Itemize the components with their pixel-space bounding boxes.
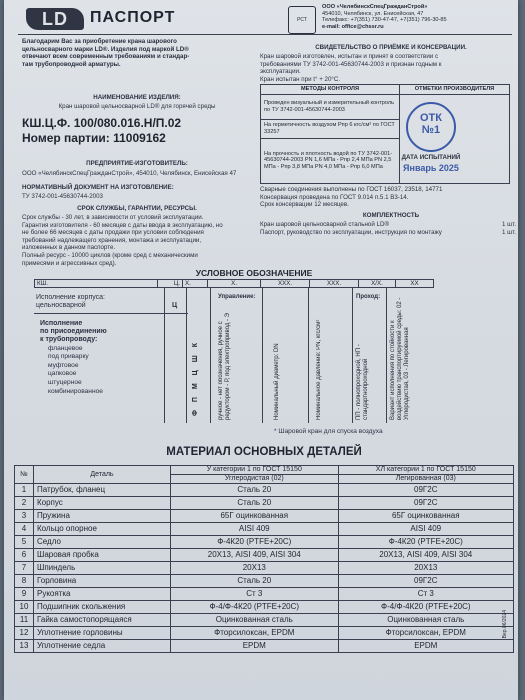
intro-line: там трубопроводной арматуры. bbox=[22, 60, 121, 68]
designation-col: Х. bbox=[208, 280, 261, 288]
row-number: 7 bbox=[15, 562, 34, 575]
row-number: 8 bbox=[15, 575, 34, 588]
col-u-header: У категории 1 по ГОСТ 15150 bbox=[171, 466, 339, 475]
company-name: ООО «ЧелябинскСпецГражданСтрой» bbox=[322, 4, 428, 10]
body-variant bbox=[36, 294, 186, 310]
conn-line: под приварку bbox=[48, 353, 89, 361]
connection-codes: Ф П М Ц Ш К bbox=[192, 340, 199, 416]
control-type-desc: ручное - нет обозначения, ручное с редуктором - Р, под электропривод - Э bbox=[218, 313, 231, 420]
air-release-note: * Шаровой кран для спуска воздуха bbox=[274, 428, 383, 435]
material-hl: 09Г2С bbox=[338, 484, 513, 497]
material-u: Сталь 20 bbox=[171, 497, 339, 510]
conn-line: цапковое bbox=[48, 370, 77, 378]
product-name: Кран шаровой цельносварной LD® для горячей среды bbox=[58, 103, 216, 110]
ld-logo: LD bbox=[26, 8, 84, 30]
kit-heading: КОМПЛЕКТНОСТЬ bbox=[362, 212, 420, 219]
service-line: примесями и агрессивных сред). bbox=[22, 259, 117, 267]
manufacturer-heading: ПРЕДПРИЯТИЕ-ИЗГОТОВИТЕЛЬ: bbox=[86, 160, 188, 167]
row-number: 1 bbox=[15, 484, 34, 497]
material-hl: 20Х13 bbox=[338, 562, 513, 575]
guide-line bbox=[186, 288, 187, 423]
table-row bbox=[15, 484, 514, 497]
row-number: 12 bbox=[15, 627, 34, 640]
row-number: 4 bbox=[15, 523, 34, 536]
material-hl: EPDM bbox=[338, 640, 513, 653]
conn-line: по присоединению bbox=[40, 328, 107, 336]
table-row bbox=[15, 614, 514, 627]
acceptance-line: эксплуатации. bbox=[260, 68, 301, 76]
guide-line bbox=[352, 288, 353, 423]
kit-item-label: Паспорт, руководство по эксплуатации, инструкция по монтажу bbox=[260, 228, 442, 236]
control-row: На герметичность воздухом Рпр 6 кгс/см² по ГОСТ 33257 bbox=[261, 119, 400, 138]
col-u-subheader: Углеродистая (02) bbox=[171, 475, 339, 484]
control-row: Проведен визуальный и измерительный контроль по ТУ 3742-001-45630744-2003 bbox=[261, 94, 400, 119]
header-divider bbox=[18, 34, 512, 35]
row-number: 13 bbox=[15, 640, 34, 653]
material-u: 65Г оцинкованная bbox=[171, 510, 339, 523]
passage-desc: ПП - полнопроходной, НП - стандартнопроходной bbox=[356, 344, 369, 420]
intro-line: Благодарим Вас за приобретение крана шарового bbox=[22, 38, 177, 45]
table-row bbox=[15, 510, 514, 523]
table-row bbox=[15, 575, 514, 588]
part-name: Седло bbox=[34, 536, 171, 549]
part-name: Подшипник скольжения bbox=[34, 601, 171, 614]
part-name: Гайка самостопорящаяся bbox=[34, 614, 171, 627]
service-line: Гарантия изготовителя - 60 месяцев с даты ввода в эксплуатацию, но bbox=[22, 221, 223, 229]
col-hl-subheader: Легированная (03) bbox=[338, 475, 513, 484]
conn-line: комбинированное bbox=[48, 387, 103, 395]
table-row bbox=[15, 523, 514, 536]
part-name: Шпиндель bbox=[34, 562, 171, 575]
company-info bbox=[322, 4, 512, 30]
acceptance-text bbox=[260, 53, 512, 83]
row-number: 9 bbox=[15, 588, 34, 601]
material-u: Ф-4К20 (PTFE+20C) bbox=[171, 536, 339, 549]
manufacturer: ООО «ЧелябинскСпецГражданСтрой», 454010, Челябинск, Енисейская 47 bbox=[22, 170, 237, 177]
guide-line bbox=[262, 288, 263, 423]
kit-list bbox=[260, 221, 516, 236]
body-variant-value: цельносварной bbox=[36, 302, 86, 309]
material-u: Сталь 20 bbox=[171, 484, 339, 497]
product-code: КШ.Ц.Ф. 100/080.016.Н/П.02 bbox=[22, 116, 182, 130]
row-number: 11 bbox=[15, 614, 34, 627]
kit-item-qty: 1 шт. bbox=[502, 228, 516, 236]
col-hl-header: ХЛ категории 1 по ГОСТ 15150 bbox=[338, 466, 513, 475]
control-methods-header: МЕТОДЫ КОНТРОЛЯ bbox=[261, 85, 400, 95]
weld-conservation-text bbox=[260, 186, 512, 209]
row-number: 6 bbox=[15, 549, 34, 562]
normative-doc: ТУ 3742-001-45630744-2003 bbox=[22, 193, 103, 200]
conn-line: к трубопроводу: bbox=[40, 336, 98, 344]
material-hl: 65Г оцинкованная bbox=[338, 510, 513, 523]
table-row bbox=[15, 497, 514, 510]
part-name: Шаровая пробка bbox=[34, 549, 171, 562]
material-u: Ст 3 bbox=[171, 588, 339, 601]
manufacturer-marks-header: ОТМЕТКИ ПРОИЗВОДИТЕЛЯ bbox=[400, 85, 510, 95]
weld-line: Консервация проведена по ГОСТ 9.014 п.5.1 В3-14. bbox=[260, 193, 409, 201]
row-number: 3 bbox=[15, 510, 34, 523]
material-hl: 09Г2С bbox=[338, 575, 513, 588]
intro-line: цельносварного марки LD®. Изделия под маркой LD® bbox=[22, 45, 189, 53]
stamp-line-1: ОТК bbox=[420, 112, 442, 124]
test-date-label: ДАТА ИСПЫТАНИЙ bbox=[401, 154, 461, 161]
nominal-diameter-desc: Номинальный диаметр: DN bbox=[274, 343, 280, 420]
designation-col: КШ. bbox=[35, 280, 158, 288]
part-name: Пружина bbox=[34, 510, 171, 523]
body-variant-code: Ц bbox=[172, 302, 178, 309]
table-row bbox=[15, 549, 514, 562]
guide-line bbox=[308, 288, 309, 423]
designation-col: ХХ bbox=[396, 280, 434, 288]
company-phone: Телефакс: +7(351) 730-47-47, +7(351) 796-30-85 bbox=[322, 17, 447, 24]
material-hl: Оцинкованная сталь bbox=[338, 614, 513, 627]
acceptance-heading: СВИДЕТЕЛЬСТВО О ПРИЁМКЕ И КОНСЕРВАЦИИ. bbox=[315, 44, 467, 51]
control-row: На прочность и плотность водой по ТУ 3742-001-45630744-2003 PN 1,6 МПа - Рпр 2,4 МПа PN 2,5 МПа - Рпр 3,8 МПа PN 4,0 МПа - Рпр 6,0 МПа bbox=[261, 138, 400, 183]
passport-sheet bbox=[4, 0, 518, 700]
nominal-pressure-desc: Номинальное давление: PN, кгс/см² bbox=[316, 319, 322, 420]
control-type-label: Управление: bbox=[218, 294, 256, 300]
company-address: 454010, Челябинск, ул. Енисейская, 47 bbox=[322, 10, 424, 17]
designation-header-row bbox=[34, 279, 434, 288]
service-line: Полный ресурс - 10000 циклов (кроме сред с механическими bbox=[22, 251, 198, 259]
body-variant-label: Исполнение корпуса: bbox=[36, 294, 105, 301]
table-row bbox=[15, 562, 514, 575]
kit-item-qty: 1 шт. bbox=[502, 221, 516, 228]
part-name: Корпус bbox=[34, 497, 171, 510]
service-line: требований надлежащего хранения, монтажа и эксплуатации, bbox=[22, 236, 202, 244]
version-code: Вер.06/2024 bbox=[502, 610, 508, 639]
table-row bbox=[15, 588, 514, 601]
service-line: не более 66 месяцев с даты продажи при условии соблюдения bbox=[22, 229, 204, 237]
col-number-header: № bbox=[15, 466, 34, 484]
material-u: Оцинкованная сталь bbox=[171, 614, 339, 627]
conn-line: Исполнение bbox=[40, 320, 83, 327]
material-hl: 20Х13, AISI 409, AISI 304 bbox=[338, 549, 513, 562]
row-number: 10 bbox=[15, 601, 34, 614]
kit-item-label: Кран шаровой цельносварной стальной LD® bbox=[260, 221, 390, 228]
designation-col: Х/Х. bbox=[359, 280, 396, 288]
conn-line: фланцевое bbox=[48, 344, 83, 352]
guide-line bbox=[386, 288, 387, 423]
material-hl: 09Г2С bbox=[338, 497, 513, 510]
service-text bbox=[22, 214, 267, 267]
kit-item bbox=[260, 221, 516, 229]
material-hl: Ф-4К20 (PTFE+20C) bbox=[338, 536, 513, 549]
acceptance-line: Кран испытан при t° + 20°С. bbox=[260, 75, 341, 83]
material-hl: Ст 3 bbox=[338, 588, 513, 601]
material-hl: AISI 409 bbox=[338, 523, 513, 536]
material-u: 20Х13, AISI 409, AISI 304 bbox=[171, 549, 339, 562]
connection-variants bbox=[40, 320, 170, 396]
material-hl: Ф-4/Ф-4К20 (PTFE+20C) bbox=[338, 601, 513, 614]
intro-line: отвечают всем современным требованиям и стандар- bbox=[22, 53, 190, 61]
material-u: Сталь 20 bbox=[171, 575, 339, 588]
weld-line: Сварные соединения выполнены по ГОСТ 16037, 23518, 14771 bbox=[260, 186, 443, 193]
part-name: Уплотнение горловины bbox=[34, 627, 171, 640]
conn-line: муфтовое bbox=[48, 361, 79, 369]
service-line: изложенных в данном паспорте. bbox=[22, 244, 116, 252]
material-u: Ф-4/Ф-4К20 (PTFE+20C) bbox=[171, 601, 339, 614]
row-number: 2 bbox=[15, 497, 34, 510]
material-u: AISI 409 bbox=[171, 523, 339, 536]
certification-emblem-icon: РСТ bbox=[288, 6, 316, 34]
part-name: Кольцо опорное bbox=[34, 523, 171, 536]
normative-heading: НОРМАТИВНЫЙ ДОКУМЕНТ НА ИЗГОТОВЛЕНИЕ: bbox=[22, 184, 174, 191]
designation-col: ХХХ. bbox=[261, 280, 310, 288]
otk-stamp bbox=[406, 102, 456, 152]
weld-line: Срок консервации 12 месяцев. bbox=[260, 201, 349, 209]
environment-variant-desc: Вариант исполнения по стойкости к воздействию транспортируемой среды: 02 - Углеродистая, 03 - Легированная bbox=[390, 297, 410, 420]
table-row bbox=[15, 601, 514, 614]
acceptance-line: требованиями ТУ 3742-001-45630744-2003 и признан годным к bbox=[260, 60, 442, 68]
material-hl: Фторсилоксан, EPDM bbox=[338, 627, 513, 640]
row-number: 5 bbox=[15, 536, 34, 549]
designation-col: Ц. bbox=[158, 280, 183, 288]
designation-col: Х. bbox=[183, 280, 208, 288]
acceptance-line: Кран шаровой изготовлен, испытан и принят в соответствии с bbox=[260, 53, 439, 60]
intro-text bbox=[22, 38, 252, 68]
lot-number: Номер партии: 11009162 bbox=[22, 131, 166, 145]
service-line: Срок службы - 30 лет, в зависимости от условий эксплуатации. bbox=[22, 214, 204, 221]
table-row bbox=[15, 627, 514, 640]
materials-body bbox=[15, 484, 514, 653]
table-row bbox=[15, 536, 514, 549]
part-name: Уплотнение седла bbox=[34, 640, 171, 653]
guide-line bbox=[210, 288, 211, 423]
test-date: Январь 2025 bbox=[403, 163, 459, 173]
designation-heading: УСЛОВНОЕ ОБОЗНАЧЕНИЕ bbox=[195, 268, 313, 278]
stamp-line-2: №1 bbox=[421, 124, 441, 136]
conn-line: штуцерное bbox=[48, 378, 82, 386]
company-email: e-mail: office@chssr.ru bbox=[322, 23, 384, 30]
part-name: Патрубок, фланец bbox=[34, 484, 171, 497]
table-row bbox=[15, 640, 514, 653]
product-name-heading: НАИМЕНОВАНИЕ ИЗДЕЛИЯ: bbox=[93, 94, 181, 101]
material-u: EPDM bbox=[171, 640, 339, 653]
part-name: Горловина bbox=[34, 575, 171, 588]
designation-col: ХХХ. bbox=[310, 280, 359, 288]
material-u: 20Х13 bbox=[171, 562, 339, 575]
col-part-header: Деталь bbox=[34, 466, 171, 484]
materials-heading: МАТЕРИАЛ ОСНОВНЫХ ДЕТАЛЕЙ bbox=[166, 446, 362, 458]
divider bbox=[34, 313, 188, 314]
passage-label: Проход: bbox=[356, 294, 381, 300]
part-name: Рукоятка bbox=[34, 588, 171, 601]
page-title: ПАСПОРТ bbox=[90, 9, 176, 26]
materials-table bbox=[14, 465, 514, 653]
kit-item bbox=[260, 229, 516, 237]
material-u: Фторсилоксан, EPDM bbox=[171, 627, 339, 640]
service-heading: СРОК СЛУЖБЫ, ГАРАНТИИ, РЕСУРСЫ. bbox=[77, 205, 197, 212]
